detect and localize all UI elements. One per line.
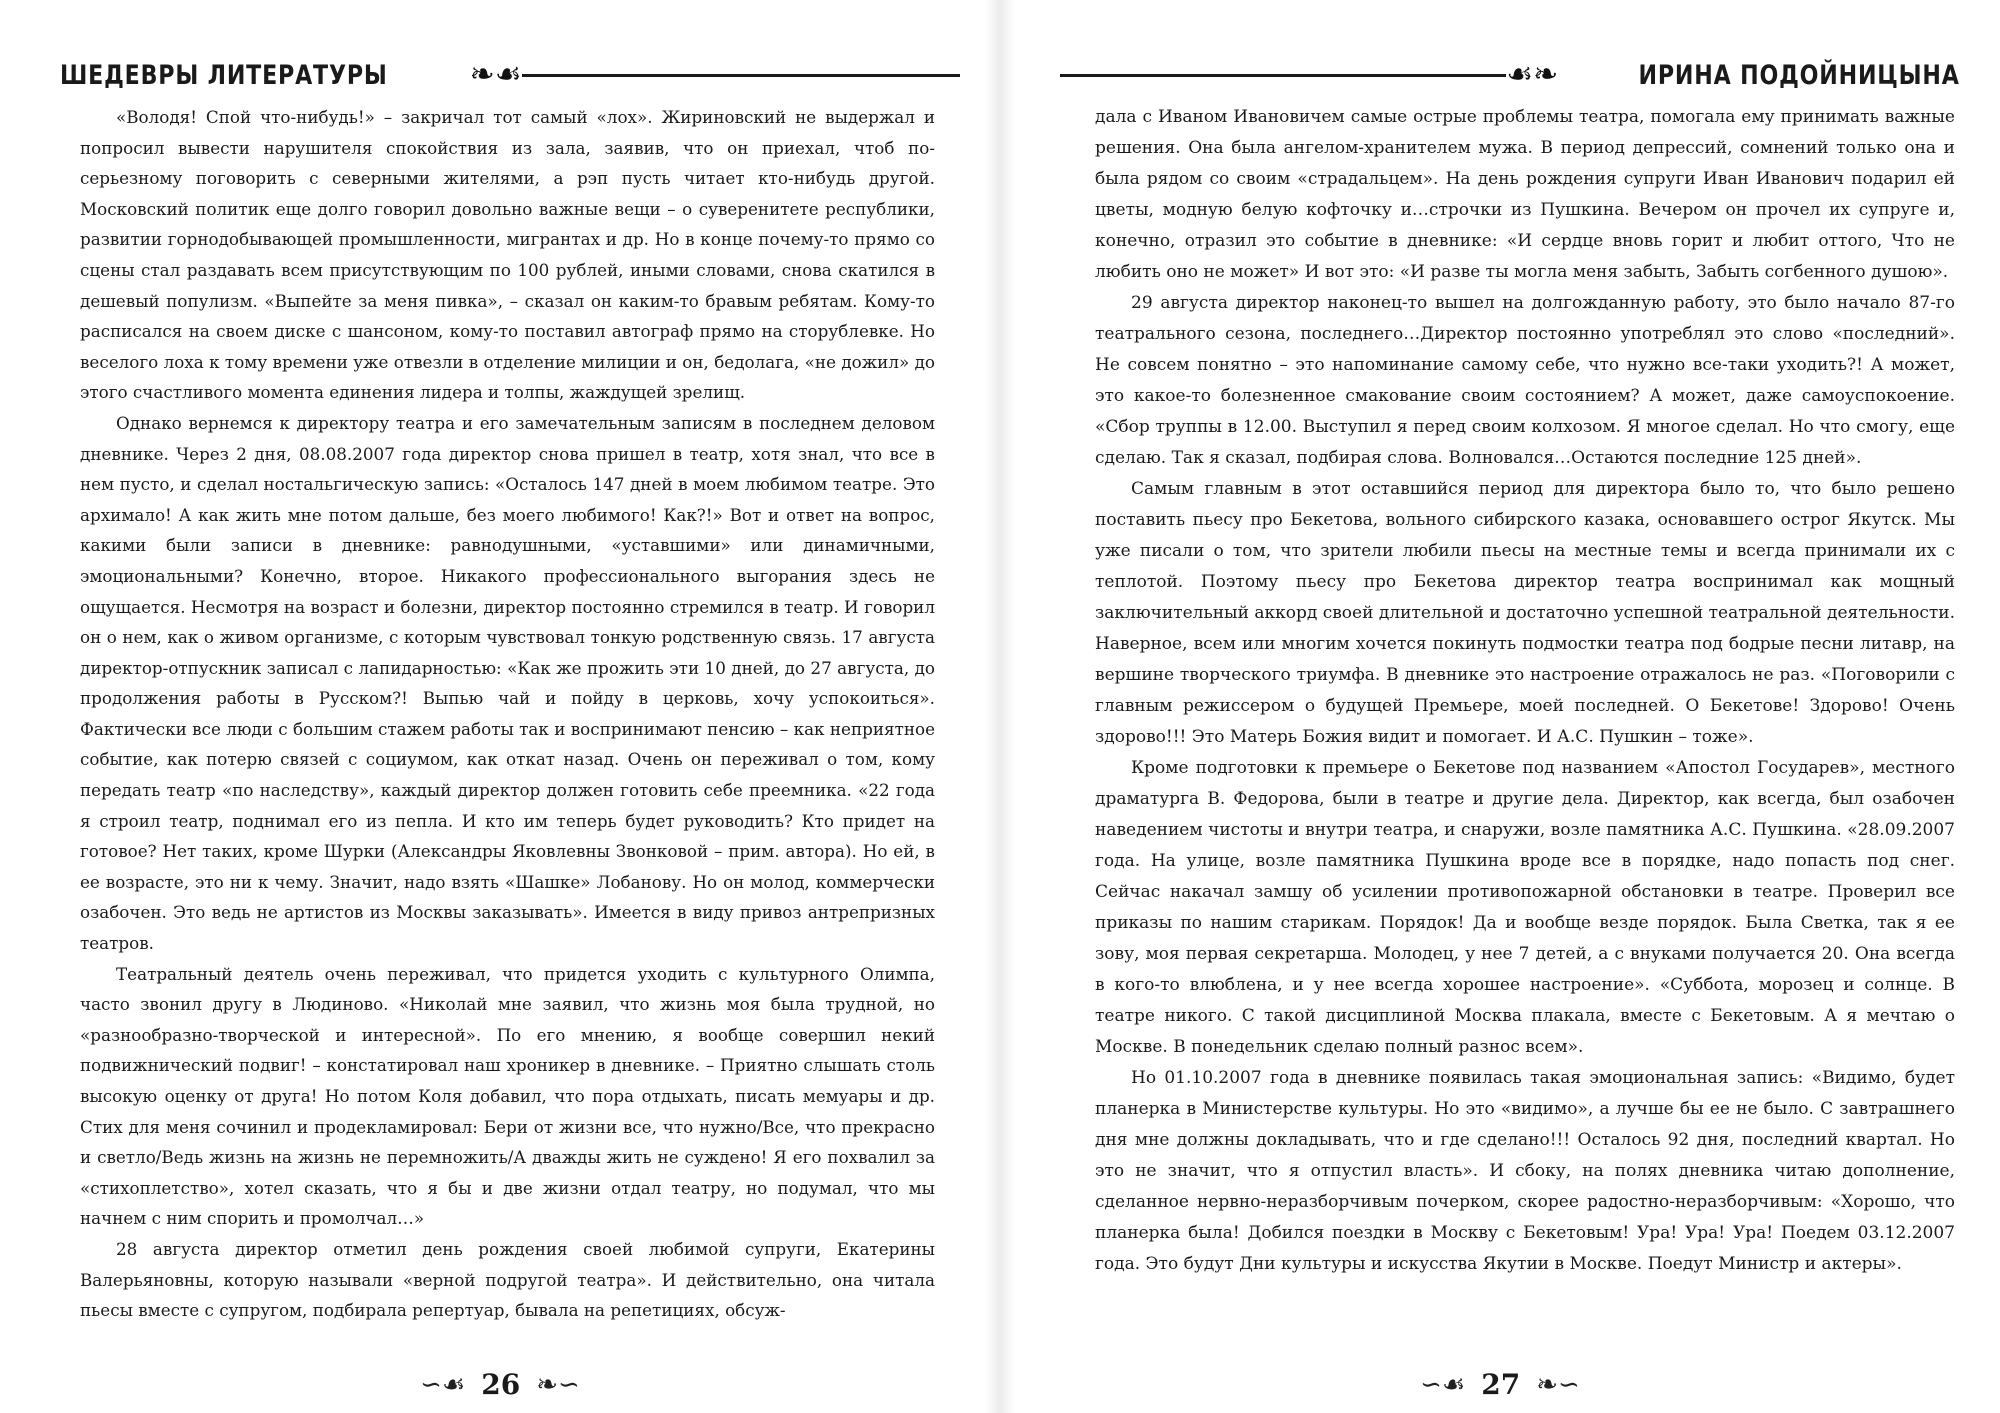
swirl-left-icon: ∽☙	[420, 1369, 466, 1400]
right-page-body	[1095, 102, 1955, 1280]
right-running-head: ИРИНА ПОДОЙНИЦЫНА	[1638, 59, 1960, 91]
left-page-body	[80, 102, 935, 1326]
paragraph: Театральный деятель очень переживал, что придется уходить с культурного Олимпа, часто звонил другу в Людиново. «Николай мне заявил, что жизнь моя была трудной, но «разнообразно-творческой и интересной». По его мнению, я вообще совершил некий подвижнический подвиг! – констатировал наш хроникер в дневнике. – Приятно слышать столь высокую оценку от друга! Но потом Коля добавил, что пора отдыхать, писать мемуары и др. Стих для меня сочинил и продекламировал: Бери от жизни все, что нужно/Все, что прекрасно и светло/Ведь жизнь на жизнь не перемножить/А дважды жить не суждено! Я его похвалил за «стихоплетство», хотел сказать, что я бы и две жизни отдал театру, но подумал, что мы начнем с ним спорить и промолчал…»	[80, 963, 935, 1229]
paragraph: 28 августа директор отметил день рождения своей любимой супруги, Екатерины Валерьяновны, которую называли «верной подругой театра». И действительно, она читала пьесы вместе с супругом, подбирала репертуар, бывала на репетициях, обсуж-	[80, 1238, 935, 1321]
paragraph: Самым главным в этот оставшийся период для директора было то, что было решено поставить пьесу про Бекетова, вольного сибирского казака, основавшего острог Якутск. Мы уже писали о том, что зрители любили пьесы на местные темы и всегда принимали их с теплотой. Поэтому пьесу про Бекетова директор театра воспринимал как мощный заключительный аккорд своей длительной и достаточно успешной театральной деятельности. Наверное, всем или многим хочется покинуть подмостки театра под бодрые песни литавр, на вершине творческого триумфа. В дневнике это настроение отражалось не раз. «Поговорили с главным режиссером о будущей Премьере, моей последней. О Бекетове! Здорово! Очень здорово!!! Это Матерь Божия видит и помогает. И А.С. Пушкин – тоже».	[1095, 479, 1955, 747]
header-rule	[522, 74, 960, 77]
paragraph: «Володя! Спой что-нибудь!» – закричал тот самый «лох». Жириновский не выдержал и попросил вывести нарушителя спокойствия из зала, заявив, что он приехал, чтоб по-серьезному поговорить с северными жителями, а рэп пусть читает кто-нибудь другой. Московский политик еще долго говорил довольно важные вещи – о суверенитете республики, развитии горнодобывающей промышленности, мигрантах и др. Но в конце почему-то прямо со сцены стал раздавать всем присутствующим по 100 рублей, иными словами, снова скатился в дешевый популизм. «Выпейте за меня пивка», – сказал он каким-то бравым ребятам. Кому-то расписался на своем диске с шансоном, кому-то поставил автограф прямо на сторублевке. Но веселого лоха к тому времени уже отвезли в отделение милиции и он, бедолага, «не дожил» до этого счастливого момента единения лидера и толпы, жаждущей зрелищ.	[80, 107, 935, 403]
right-page-header	[1060, 50, 1960, 100]
fleuron-ornament-icon: ☙❧	[1506, 57, 1559, 92]
right-page-footer	[1000, 1368, 2000, 1401]
left-running-head: ШЕДЕВРЫ ЛИТЕРАТУРЫ	[60, 59, 388, 91]
paragraph: Но 01.10.2007 года в дневнике появилась такая эмоциональная запись: «Видимо, будет планерка в Министерстве культуры. Но это «видимо», а лучше бы ее не было. С завтрашнего дня мне должны докладывать, что и где сделано!!! Осталось 92 дня, последний квартал. Но это не значит, что я отпустил власть». И сбоку, на полях дневника читаю дополнение, сделанное нервно-неразборчивым почерком, скорее радостно-неразборчивым: «Хорошо, что планерка была! Добился поездки в Москву с Бекетовым! Ура! Ура! Ура! Поедем 03.12.2007 года. Это будут Дни культуры и искусства Якутии в Москве. Поедут Министр и актеры».	[1095, 1068, 1955, 1274]
page-number: 27	[1481, 1368, 1521, 1401]
left-page-header	[60, 50, 960, 100]
right-page	[1000, 0, 2000, 1413]
paragraph: Кроме подготовки к премьере о Бекетове под названием «Апостол Государев», местного драматурга В. Федорова, были в театре и другие дела. Директор, как всегда, был озабочен наведением чистоты и внутри театра, и снаружи, возле памятника А.С. Пушкина. «28.09.2007 года. На улице, возле памятника Пушкина вроде все в порядке, надо попасть под снег. Сейчас накачал замшу об усилении противопожарной обстановки в театре. Проверил все приказы по нашим старикам. Порядок! Да и вообще везде порядок. Была Светка, так я ее зову, моя первая секретарша. Молодец, у нее 7 детей, а с внуками получается 20. Она всегда в кого-то влюблена, и у нее всегда хорошее настроение». «Суббота, морозец и солнце. В театре никого. С такой дисциплиной Москва плакала, вместе с Бекетовым. А я мечтаю о Москве. В понедельник сделаю полный разнос всем».	[1095, 758, 1955, 1057]
swirl-left-icon: ∽☙	[1420, 1369, 1466, 1400]
paragraph: Однако вернемся к директору театра и его замечательным записям в последнем деловом дневнике. Через 2 дня, 08.08.2007 года директор снова пришел в театр, хотя знал, что все в нем пусто, и сделал ностальгическую запись: «Осталось 147 дней в моем любимом театре. Это архимало! А как жить мне потом дальше, без моего любимого! Как?!» Вот и ответ на вопрос, какими были записи в дневнике: равнодушными, «уставшими» или динамичными, эмоциональными? Конечно, второе. Никакого профессионального выгорания здесь не ощущается. Несмотря на возраст и болезни, директор постоянно стремился в театр. И говорил он о нем, как о живом организме, с которым чувствовал тонкую родственную связь. 17 августа директор-отпускник записал с лапидарностью: «Как же прожить эти 10 дней, до 27 августа, до продолжения работы в Русском?! Выпью чай и пойду в церковь, хочу успокоиться». Фактически все люди с большим стажем работы так и воспринимают пенсию – как неприятное событие, как потерю связей с социумом, как откат назад. Очень он переживал о том, кому передать театр «по наследству», каждый директор должен готовить себе преемника. «22 года я строил театр, поднимал его из пепла. И кто им теперь будет руководить? Кто придет на готовое? Нет таких, кроме Шурки (Александры Яковлевны Звонковой – прим. автора). Но ей, в ее возрасте, это ни к чему. Значит, надо взять «Шашке» Лобанову. Но он молод, коммерчески озабочен. Это ведь не артистов из Москвы заказывать». Имеется в виду привоз антрепризных театров.	[80, 412, 935, 954]
header-rule	[1060, 74, 1506, 77]
left-page-footer	[0, 1368, 1000, 1401]
paragraph: 29 августа директор наконец-то вышел на долгожданную работу, это было начало 87-го театрального сезона, последнего…Директор постоянно употреблял это слово «последний». Не совсем понятно – это напоминание самому себе, что нужно все-таки уходить?! А может, это какое-то болезненное смакование своим состоянием? А может, даже самоуспокоение. «Сбор труппы в 12.00. Выступил я перед своим колхозом. Я многое сделал. Но что смогу, еще сделаю. Так я сказал, подбирая слова. Волновался…Остаются последние 125 дней».	[1095, 293, 1955, 468]
page-number: 26	[481, 1368, 521, 1401]
paragraph: дала с Иваном Ивановичем самые острые проблемы театра, помогала ему принимать важные решения. Она была ангелом-хранителем мужа. В период депрессий, сомнений только она и была рядом со своим «страдальцем». На день рождения супруги Иван Иванович подарил ей цветы, модную белую кофточку и…строчки из Пушкина. Вечером он прочел их супруге и, конечно, отразил это событие в дневнике: «И сердце вновь горит и любит оттого, Что не любить оно не может» И вот это: «И разве ты могла меня забыть, Забыть согбенного душою».	[1095, 107, 1955, 282]
swirl-right-icon: ❧∽	[1536, 1369, 1580, 1400]
fleuron-ornament-icon: ❧☙	[469, 57, 522, 92]
swirl-right-icon: ❧∽	[536, 1369, 580, 1400]
